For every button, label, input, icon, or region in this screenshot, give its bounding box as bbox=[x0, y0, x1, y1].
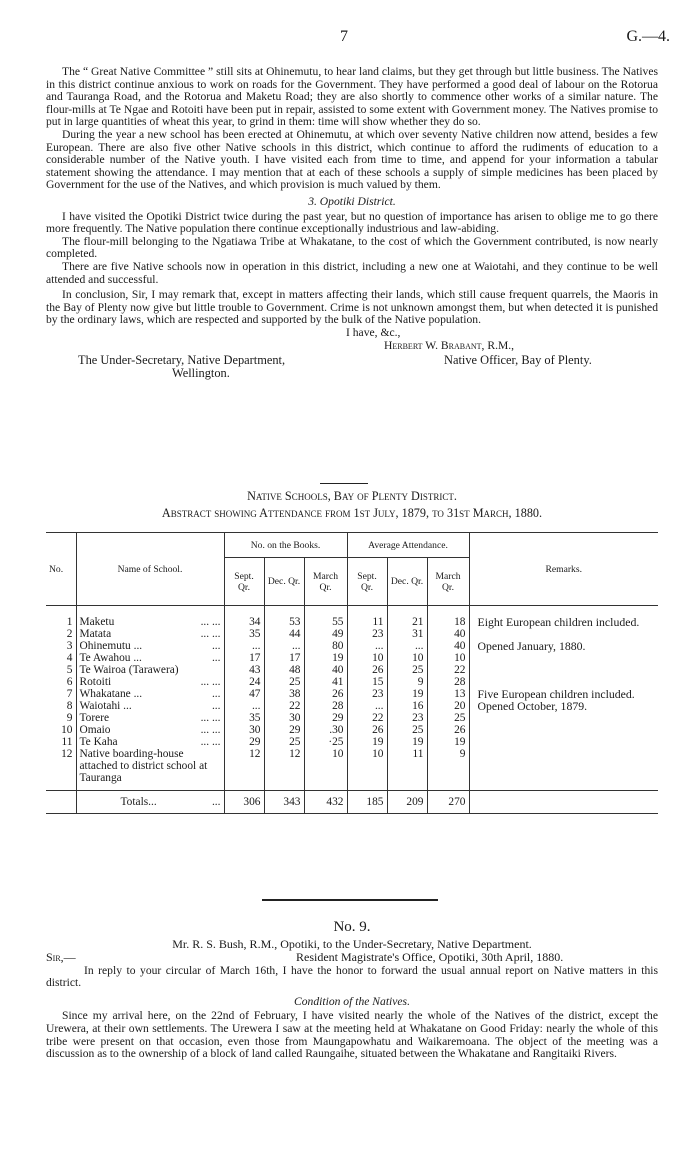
cell-avg-dec: 21 bbox=[387, 616, 427, 628]
cell-books-sept: ... bbox=[224, 700, 264, 712]
cell-avg-march: 40 bbox=[427, 628, 469, 640]
row-number: 6 bbox=[46, 676, 76, 688]
addressee-city: Wellington. bbox=[172, 365, 230, 380]
letter-body-upper bbox=[46, 66, 658, 391]
table-row bbox=[46, 652, 658, 664]
row-number: 10 bbox=[46, 724, 76, 736]
remark bbox=[469, 724, 658, 736]
cell-books-sept: 24 bbox=[224, 676, 264, 688]
cell-books-march: ·25 bbox=[304, 736, 347, 748]
school-name-text: Te Kaha bbox=[79, 736, 118, 748]
school-name bbox=[76, 616, 224, 628]
school-name bbox=[76, 652, 224, 664]
table-row bbox=[46, 712, 658, 724]
total-avg-march: 270 bbox=[427, 791, 469, 814]
school-name-text: Ohinemutu ... bbox=[79, 640, 143, 652]
school-name bbox=[76, 688, 224, 700]
cell-avg-march: 9 bbox=[427, 748, 469, 784]
remark bbox=[469, 652, 658, 664]
cell-avg-march: 19 bbox=[427, 736, 469, 748]
cell-avg-march: 25 bbox=[427, 712, 469, 724]
row-number: 12 bbox=[46, 748, 76, 784]
cell-books-march: 41 bbox=[304, 676, 347, 688]
cell-avg-sept: 22 bbox=[347, 712, 387, 724]
cell-books-march: 49 bbox=[304, 628, 347, 640]
cell-avg-sept: 23 bbox=[347, 628, 387, 640]
cell-books-sept: 47 bbox=[224, 688, 264, 700]
signature-block bbox=[46, 327, 658, 391]
header-remarks: Remarks. bbox=[469, 533, 658, 606]
cell-avg-march: 22 bbox=[427, 664, 469, 676]
cell-books-sept: 30 bbox=[224, 724, 264, 736]
cell-avg-march: 18 bbox=[427, 616, 469, 628]
table-row bbox=[46, 616, 658, 628]
cell-avg-sept: 11 bbox=[347, 616, 387, 628]
cell-avg-march: 20 bbox=[427, 700, 469, 712]
table-head bbox=[46, 533, 658, 606]
remark: Opened January, 1880. bbox=[477, 639, 586, 653]
cell-books-march: 19 bbox=[304, 652, 347, 664]
cell-books-sept: 34 bbox=[224, 616, 264, 628]
cell-books-dec: 12 bbox=[264, 748, 304, 784]
intro-paragraph: In reply to your circular of March 16th, I have the honor to forward the usual annual report on Native matters in this district. bbox=[46, 963, 658, 990]
table-foot bbox=[46, 791, 658, 814]
school-name bbox=[76, 724, 224, 736]
addressee: The Under-Secretary, Native Department, bbox=[78, 352, 286, 367]
table-row bbox=[46, 736, 658, 748]
section-heading-opotiki: 3. Opotiki District. bbox=[308, 194, 396, 208]
cell-avg-dec: 9 bbox=[387, 676, 427, 688]
totals-label: Totals... ... bbox=[76, 791, 224, 814]
cell-books-sept: ... bbox=[224, 640, 264, 652]
remark: Opened October, 1879. bbox=[477, 699, 588, 713]
cell-avg-march: 10 bbox=[427, 652, 469, 664]
attendance-table bbox=[46, 532, 658, 814]
cell-books-dec: 25 bbox=[264, 736, 304, 748]
cell-avg-dec: 10 bbox=[387, 652, 427, 664]
cell-books-sept: 35 bbox=[224, 712, 264, 724]
row-number: 5 bbox=[46, 664, 76, 676]
cell-books-march: 28 bbox=[304, 700, 347, 712]
row-number: 9 bbox=[46, 712, 76, 724]
school-name-text: Maketu bbox=[79, 616, 115, 628]
table-title: Native Schools, Bay of Plenty District. bbox=[247, 489, 457, 503]
cell-books-sept: 43 bbox=[224, 664, 264, 676]
remark: Eight European children included. bbox=[477, 615, 640, 629]
row-number: 1 bbox=[46, 616, 76, 628]
paragraph-committee: The “ Great Native Committee ” still sits at Ohinemutu, to hear land claims, but they get through but little business. The Natives in this district continue anxious to work on roads for the Government. They have performed a good deal of labour on the Rotorua and Tauranga Road, and the Rotorua and Maketu Road; they are also shortly to commence other works of a similar nature. The flour-mills at Te Ngae and Rotoiti have been put in repair, assisted to some extent with Government money. The Natives promise to put in large quantities of wheat this year, to grind in them: time will show whether they do so. bbox=[46, 65, 658, 129]
row-number: 7 bbox=[46, 688, 76, 700]
school-name bbox=[76, 640, 224, 652]
row-number: 8 bbox=[46, 700, 76, 712]
leader-dots: ... bbox=[211, 688, 221, 700]
total-avg-dec: 209 bbox=[387, 791, 427, 814]
cell-avg-dec: 25 bbox=[387, 724, 427, 736]
table-row bbox=[46, 664, 658, 676]
cell-books-dec: 44 bbox=[264, 628, 304, 640]
cell-avg-sept: ... bbox=[347, 700, 387, 712]
cell-avg-dec: 25 bbox=[387, 664, 427, 676]
school-name-text: Te Awahou ... bbox=[79, 652, 142, 664]
cell-avg-march: 13 bbox=[427, 688, 469, 700]
total-books-march: 432 bbox=[304, 791, 347, 814]
school-name-text: Omaio bbox=[79, 724, 111, 736]
leader-dots: ... bbox=[211, 700, 221, 712]
remark bbox=[469, 748, 658, 784]
cell-books-sept: 29 bbox=[224, 736, 264, 748]
row-number: 11 bbox=[46, 736, 76, 748]
cell-avg-dec: ... bbox=[387, 640, 427, 652]
cell-books-march: 55 bbox=[304, 616, 347, 628]
cell-avg-sept: 23 bbox=[347, 688, 387, 700]
paragraph-flour-mill: The flour-mill belonging to the Ngatiawa Tribe at Whakatane, to the cost of which the Government contributed, is now nearly completed. bbox=[46, 234, 658, 261]
cell-avg-sept: 10 bbox=[347, 652, 387, 664]
table-subtitle: Abstract showing Attendance from 1st July, 1879, to 31st March, 1880. bbox=[161, 506, 543, 520]
header-books-sept: Sept. Qr. bbox=[224, 558, 264, 606]
signatory-office: Native Officer, Bay of Plenty. bbox=[444, 352, 592, 367]
cell-books-sept: 12 bbox=[224, 748, 264, 784]
school-name-text: Te Wairoa (Tarawera) bbox=[79, 664, 179, 676]
cell-books-sept: 35 bbox=[224, 628, 264, 640]
header-books-dec: Dec. Qr. bbox=[264, 558, 304, 606]
page-number: 7 bbox=[340, 28, 348, 45]
paragraph-five-schools: There are five Native schools now in operation in this district, including a new one at Waiotahi, and they continue to be well attended and successful. bbox=[46, 259, 658, 286]
cell-books-march: 26 bbox=[304, 688, 347, 700]
signatory-name: Herbert W. Brabant, R.M., bbox=[384, 338, 515, 352]
row-number: 2 bbox=[46, 628, 76, 640]
total-avg-sept: 185 bbox=[347, 791, 387, 814]
cell-avg-sept: 26 bbox=[347, 664, 387, 676]
school-name-text: Waiotahi ... bbox=[79, 700, 132, 712]
cell-avg-sept: 15 bbox=[347, 676, 387, 688]
leader-dots: ... bbox=[211, 640, 221, 652]
school-name-text: Native boarding-house attached to district school at Tauranga bbox=[79, 748, 208, 784]
header-no: No. bbox=[46, 533, 76, 606]
row-number: 4 bbox=[46, 652, 76, 664]
table-row bbox=[46, 748, 658, 784]
cell-books-sept: 17 bbox=[224, 652, 264, 664]
header-school-name: Name of School. bbox=[76, 533, 224, 606]
cell-avg-dec: 19 bbox=[387, 736, 427, 748]
school-name-text: Whakatane ... bbox=[79, 688, 143, 700]
paragraph-opotiki-visits: I have visited the Opotiki District twice during the past year, but no question of importance has arisen to oblige me to go there more frequently. The Native population there continue exceptionally industrious and law-abiding. bbox=[46, 209, 658, 236]
school-name bbox=[76, 712, 224, 724]
cell-books-dec: 29 bbox=[264, 724, 304, 736]
cell-books-dec: 53 bbox=[264, 616, 304, 628]
cell-avg-sept: 19 bbox=[347, 736, 387, 748]
subheading-condition: Condition of the Natives. bbox=[294, 994, 410, 1008]
section-divider bbox=[262, 899, 438, 901]
cell-avg-march: 26 bbox=[427, 724, 469, 736]
header-on-books: No. on the Books. bbox=[224, 533, 347, 558]
cell-books-dec: 22 bbox=[264, 700, 304, 712]
cell-books-march: 40 bbox=[304, 664, 347, 676]
cell-avg-dec: 16 bbox=[387, 700, 427, 712]
table-row bbox=[46, 700, 658, 712]
school-name bbox=[76, 676, 224, 688]
row-number: 3 bbox=[46, 640, 76, 652]
leader-dots: ... bbox=[211, 652, 221, 664]
table-row bbox=[46, 724, 658, 736]
header-books-march: March Qr. bbox=[304, 558, 347, 606]
leader-dots: ... ... bbox=[200, 676, 221, 688]
cell-books-dec: 30 bbox=[264, 712, 304, 724]
school-name bbox=[76, 664, 224, 676]
paragraph-schools: During the year a new school has been erected at Ohinemutu, at which over seventy Native children now attend, besides a few European. There are also five other Native schools in this district, which continue to afford the rudiments of education to a considerable number of the Native youth. I have visited each from time to time, and append for your information a tabular statement showing the attendance. I may mention that at each of these schools a supply of simple medicines has been placed by Government for the use of the Natives, and which provision is much valued by them. bbox=[46, 127, 658, 192]
salutation: Sir,— bbox=[46, 949, 76, 964]
school-name-text: Rotoiti bbox=[79, 676, 112, 688]
cell-books-dec: 48 bbox=[264, 664, 304, 676]
salutation-line bbox=[46, 951, 658, 965]
school-name bbox=[76, 628, 224, 640]
cell-avg-dec: 19 bbox=[387, 688, 427, 700]
page-header bbox=[0, 28, 700, 48]
cell-avg-dec: 23 bbox=[387, 712, 427, 724]
condition-paragraph: Since my arrival here, on the 22nd of February, I have visited nearly the whole of the Natives of the district, except the Urewera, at their own settlements. The Urewera I saw at the meeting held at Whakatane on Good Friday: nearly the whole of this tribe were present on that occasion, even those from Maungapowhatu and Waikaremoana. The object of the meeting was a discussion as to the ownership of a block of land called Raungaihe, situated between the Whakatane and Rangitaiki Rivers. bbox=[46, 1009, 658, 1061]
leader-dots: ... ... bbox=[200, 736, 221, 748]
cell-books-march: 80 bbox=[304, 640, 347, 652]
header-average-attendance: Average Attendance. bbox=[347, 533, 469, 558]
cell-avg-march: 28 bbox=[427, 676, 469, 688]
cell-books-march: 29 bbox=[304, 712, 347, 724]
table-body bbox=[46, 606, 658, 791]
leader-dots: ... ... bbox=[200, 616, 221, 628]
cell-books-march: 10 bbox=[304, 748, 347, 784]
school-name-text: Matata bbox=[79, 628, 112, 640]
leader-dots: ... ... bbox=[200, 712, 221, 724]
remark bbox=[469, 736, 658, 748]
remark: Five European children included. bbox=[477, 687, 635, 701]
cell-avg-dec: 31 bbox=[387, 628, 427, 640]
school-name-text: Torere bbox=[79, 712, 110, 724]
header-avg-dec: Dec. Qr. bbox=[387, 558, 427, 606]
cell-books-dec: 38 bbox=[264, 688, 304, 700]
cell-avg-dec: 11 bbox=[387, 748, 427, 784]
cell-avg-march: 40 bbox=[427, 640, 469, 652]
header-avg-sept: Sept. Qr. bbox=[347, 558, 387, 606]
cell-books-dec: 25 bbox=[264, 676, 304, 688]
letter-no9 bbox=[46, 918, 658, 1061]
table-row bbox=[46, 640, 658, 652]
remark bbox=[469, 664, 658, 676]
letter-title: Mr. R. S. Bush, R.M., Opotiki, to the Under-Secretary, Native Department. bbox=[172, 937, 532, 951]
separator-rule bbox=[320, 483, 368, 484]
total-books-dec: 343 bbox=[264, 791, 304, 814]
cell-books-march: .30 bbox=[304, 724, 347, 736]
letter-number-heading: No. 9. bbox=[333, 919, 371, 935]
remark bbox=[469, 712, 658, 724]
leader-dots: ... ... bbox=[200, 628, 221, 640]
school-name bbox=[76, 700, 224, 712]
header-avg-march: March Qr. bbox=[427, 558, 469, 606]
place-date: Resident Magistrate's Office, Opotiki, 30th April, 1880. bbox=[296, 949, 564, 964]
cell-avg-sept: 10 bbox=[347, 748, 387, 784]
document-reference: G.—4. bbox=[626, 28, 670, 45]
leader-dots: ... ... bbox=[200, 724, 221, 736]
cell-avg-sept: 26 bbox=[347, 724, 387, 736]
school-name bbox=[76, 736, 224, 748]
total-books-sept: 306 bbox=[224, 791, 264, 814]
paragraph-conclusion: In conclusion, Sir, I may remark that, except in matters affecting their lands, which still cause frequent quarrels, the Maoris in the Bay of Plenty now give but little trouble to Government. Crime is not unknown amongst them, but when detected it is punished by the ordinary laws, which are respected and supported by the bulk of the Native population. bbox=[46, 288, 658, 327]
cell-avg-sept: ... bbox=[347, 640, 387, 652]
cell-books-dec: ... bbox=[264, 640, 304, 652]
cell-books-dec: 17 bbox=[264, 652, 304, 664]
school-name bbox=[76, 748, 224, 784]
closing: I have, &c., bbox=[346, 325, 401, 339]
